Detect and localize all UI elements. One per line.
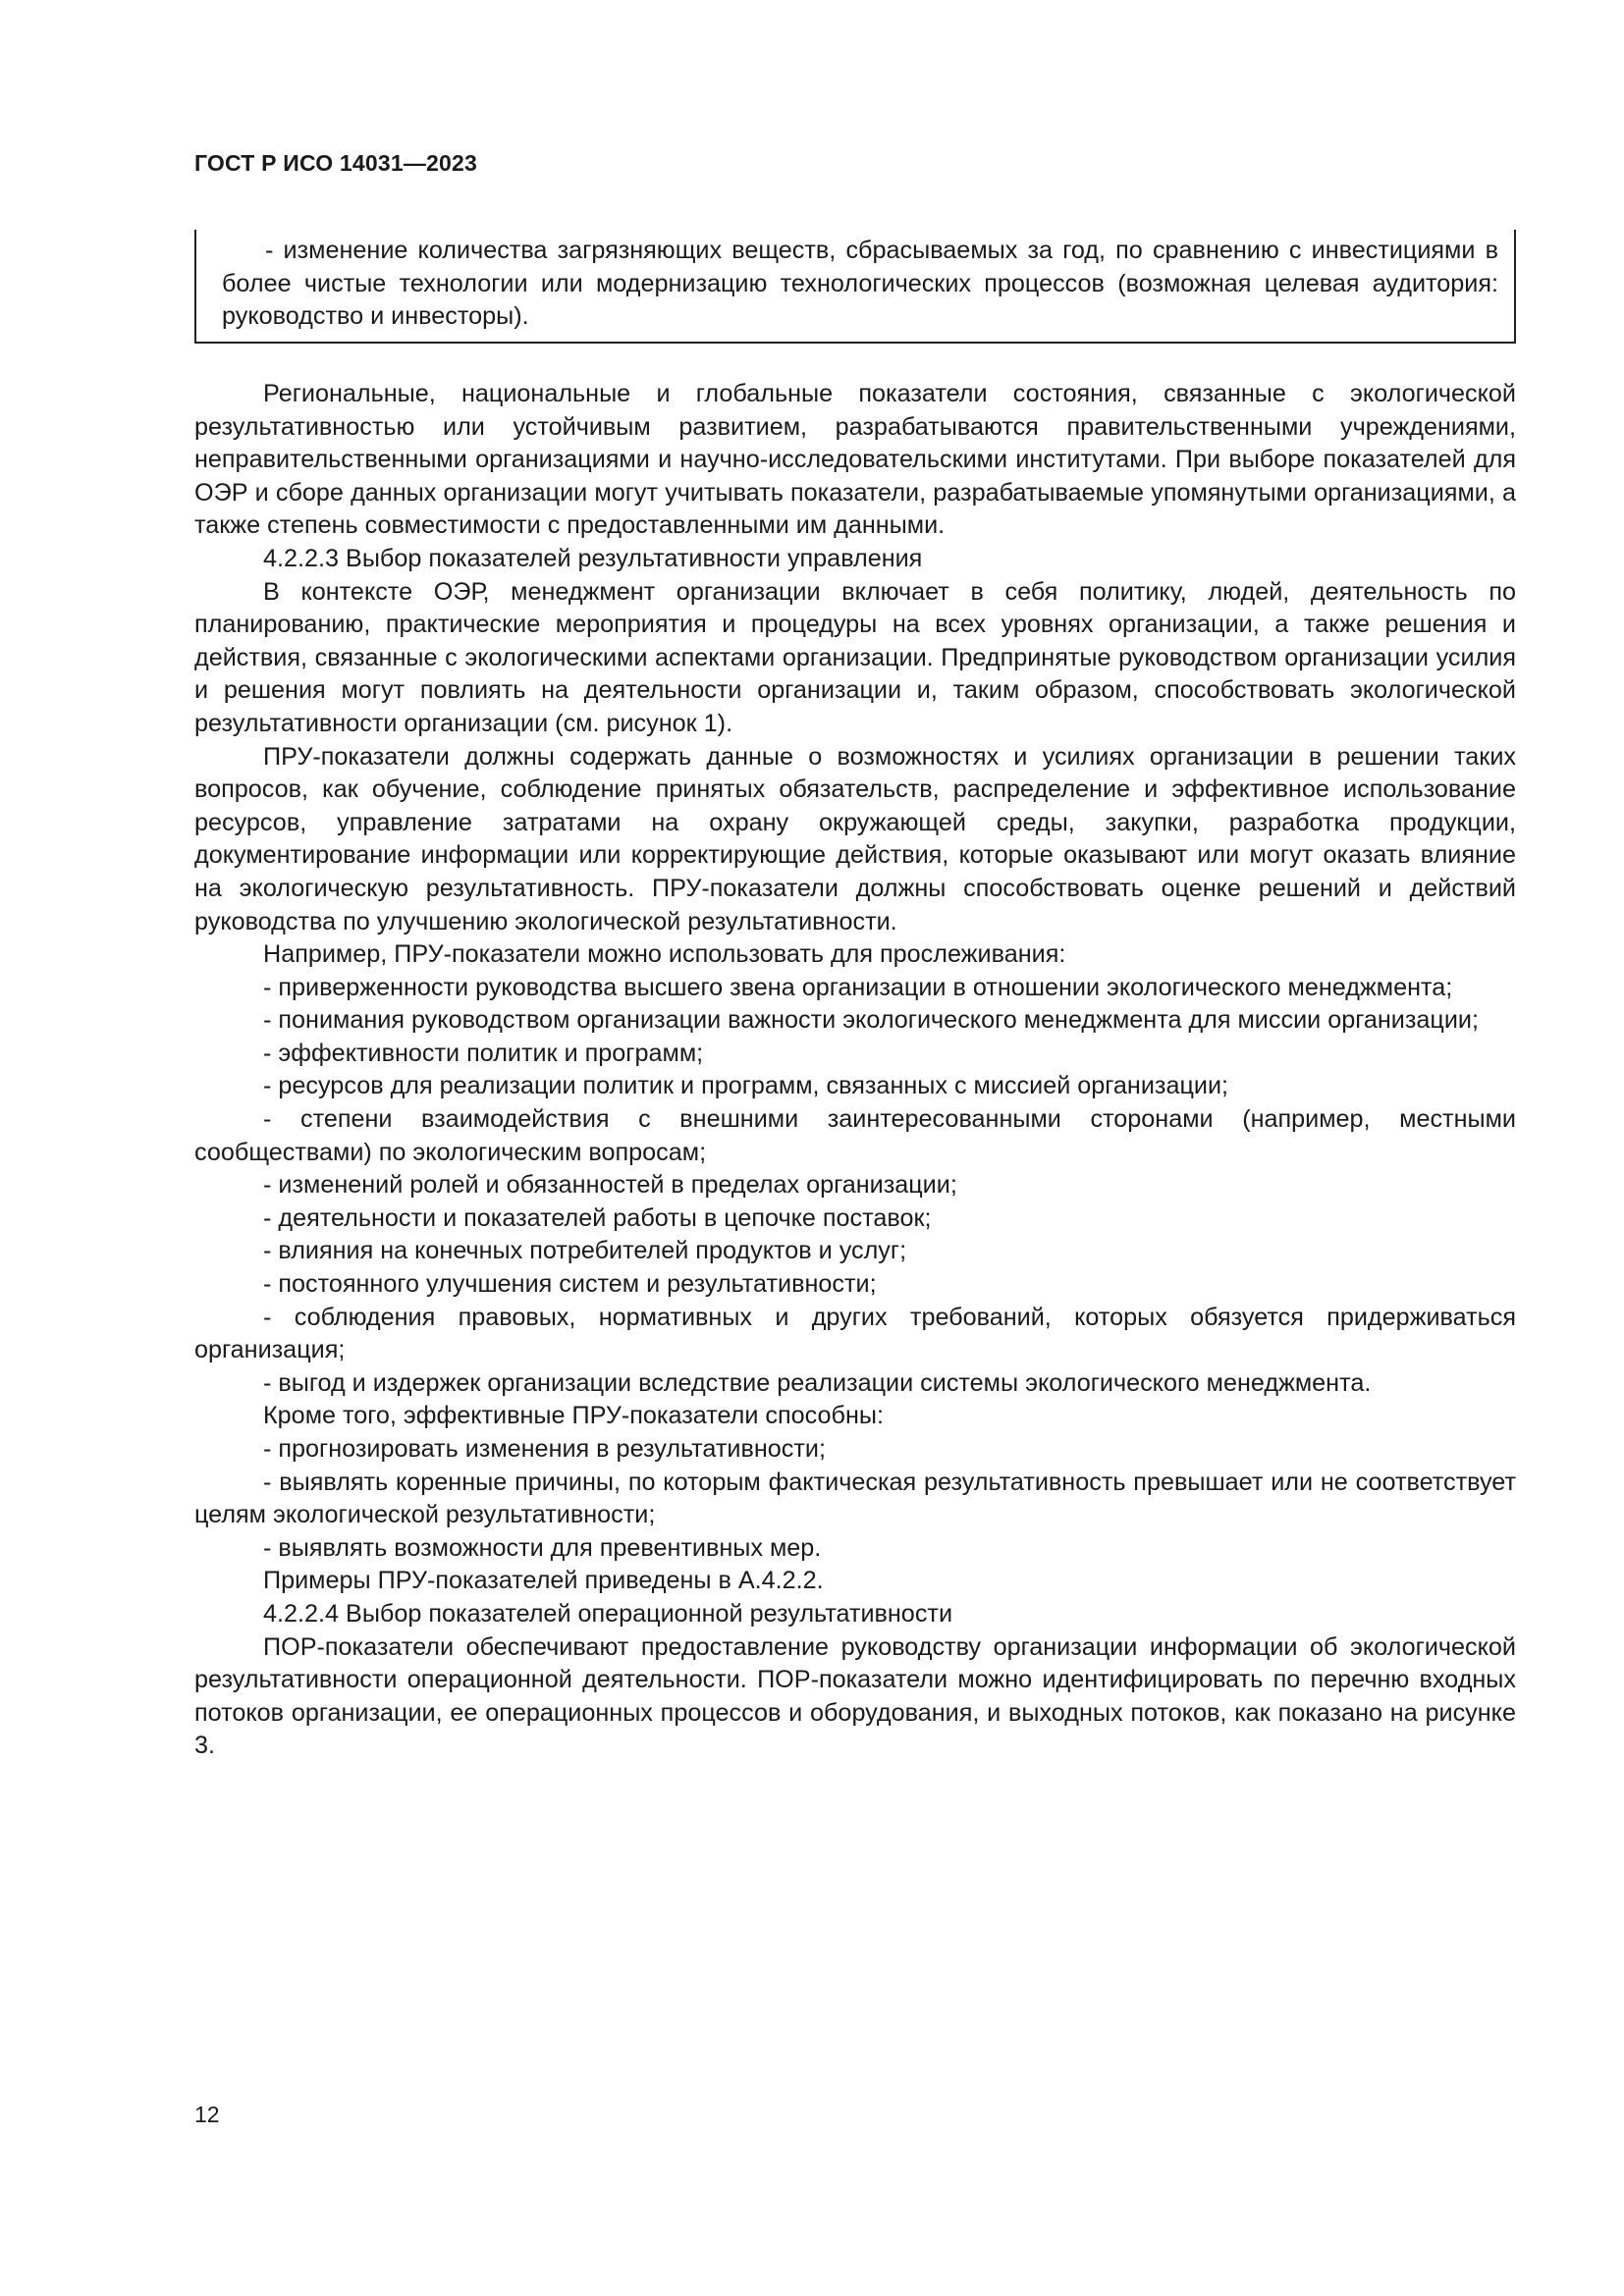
paragraph: ПРУ-показатели должны содержать данные о возможностях и усилиях организации в решении таких вопросов, как обучение, соблюдение принятых обязательств, распределение и эффективное использование ресурсов, управление затратами на охрану окружающей среды, закупки, разработка продукции, документирование информации или корректирующие действия, которые оказывают или могут оказать влияние на экологическую результативность. ПРУ-показатели должны способствовать оценке решений и действий руководства по улучшению экологической результативности. [194,742,1516,935]
paragraph: Примеры ПРУ-показателей приведены в А.4.2.2. [263,1567,824,1595]
section-heading-4-2-2-3: 4.2.2.3 Выбор показателей результативности управления [263,544,923,572]
list-item: - деятельности и показателей работы в цепочке поставок; [263,1203,932,1232]
example-box [194,230,1516,344]
standard-header: ГОСТ Р ИСО 14031—2023 [194,150,478,176]
list-item: - изменений ролей и обязанностей в пределах организации; [263,1171,957,1200]
list-item: - понимания руководством организации важности экологического менеджмента для миссии организации; [263,1006,1479,1035]
list-item: - выявлять возможности для превентивных мер. [263,1533,822,1562]
paragraph: Например, ПРУ-показатели можно использовать для прослеживания: [263,940,1066,969]
paragraph: В контексте ОЭР, менеджмент организации включает в себя политику, людей, деятельность по планированию, практические мероприятия и процедуры на всех уровнях организации, а также решения и действия, связанные с экологическими аспектами организации. Предпринятые руководством организации усилия и решения могут повлиять на деятельности организации и, таким образом, способствовать экологической результативности организации (см. рисунок 1). [194,577,1516,737]
list-item: - эффективности политик и программ; [263,1039,704,1067]
list-item: - степени взаимодействия с внешними заинтересованными сторонами (например, местными сообществами) по экологическим вопросам; [194,1105,1516,1166]
list-item: - выгод и издержек организации вследствие реализации системы экологического менеджмента. [263,1368,1372,1397]
paragraph: Кроме того, эффективные ПРУ-показатели способны: [263,1402,884,1430]
list-item: - соблюдения правовых, нормативных и других требований, которых обязуется придерживаться организация; [194,1303,1516,1364]
example-box-text: - изменение количества загрязняющих веществ, сбрасываемых за год, по сравнению с инвестициями в более чистые технологии или модернизацию технологических процессов (возможная целевая аудитория: руководство и инвесторы). [222,237,1498,331]
list-item: - постоянного улучшения систем и результативности; [263,1270,877,1299]
list-item: - ресурсов для реализации политик и программ, связанных с миссией организации; [263,1072,1229,1100]
paragraph: Региональные, национальные и глобальные показатели состояния, связанные с экологической результативностью или устойчивым развитием, разрабатываются правительственными учреждениями, неправительственными организациями и научно-исследовательскими институтами. При выборе показателей для ОЭР и сборе данных организации могут учитывать показатели, разрабатываемые упомянутыми организациями, а также степень совместимости с предоставленными им данными. [194,380,1516,540]
list-item: - выявлять коренные причины, по которым фактическая результативность превышает или не соответствует целям экологической результативности; [194,1468,1516,1529]
paragraph: ПОР-показатели обеспечивают предоставление руководству организации информации об экологической результативности операционной деятельности. ПОР-показатели можно идентифицировать по перечню входных потоков организации, ее операционных процессов и оборудования, и выходных потоков, как показано на рисунке 3. [194,1632,1516,1760]
section-heading-4-2-2-4: 4.2.2.4 Выбор показателей операционной результативности [263,1599,953,1628]
page-number: 12 [194,2102,220,2127]
list-item: - влияния на конечных потребителей продуктов и услуг; [263,1237,907,1265]
main-text [194,378,1516,1763]
list-item: - прогнозировать изменения в результативности; [263,1435,826,1463]
list-item: - приверженности руководства высшего звена организации в отношении экологического менеджмента; [263,973,1453,1001]
